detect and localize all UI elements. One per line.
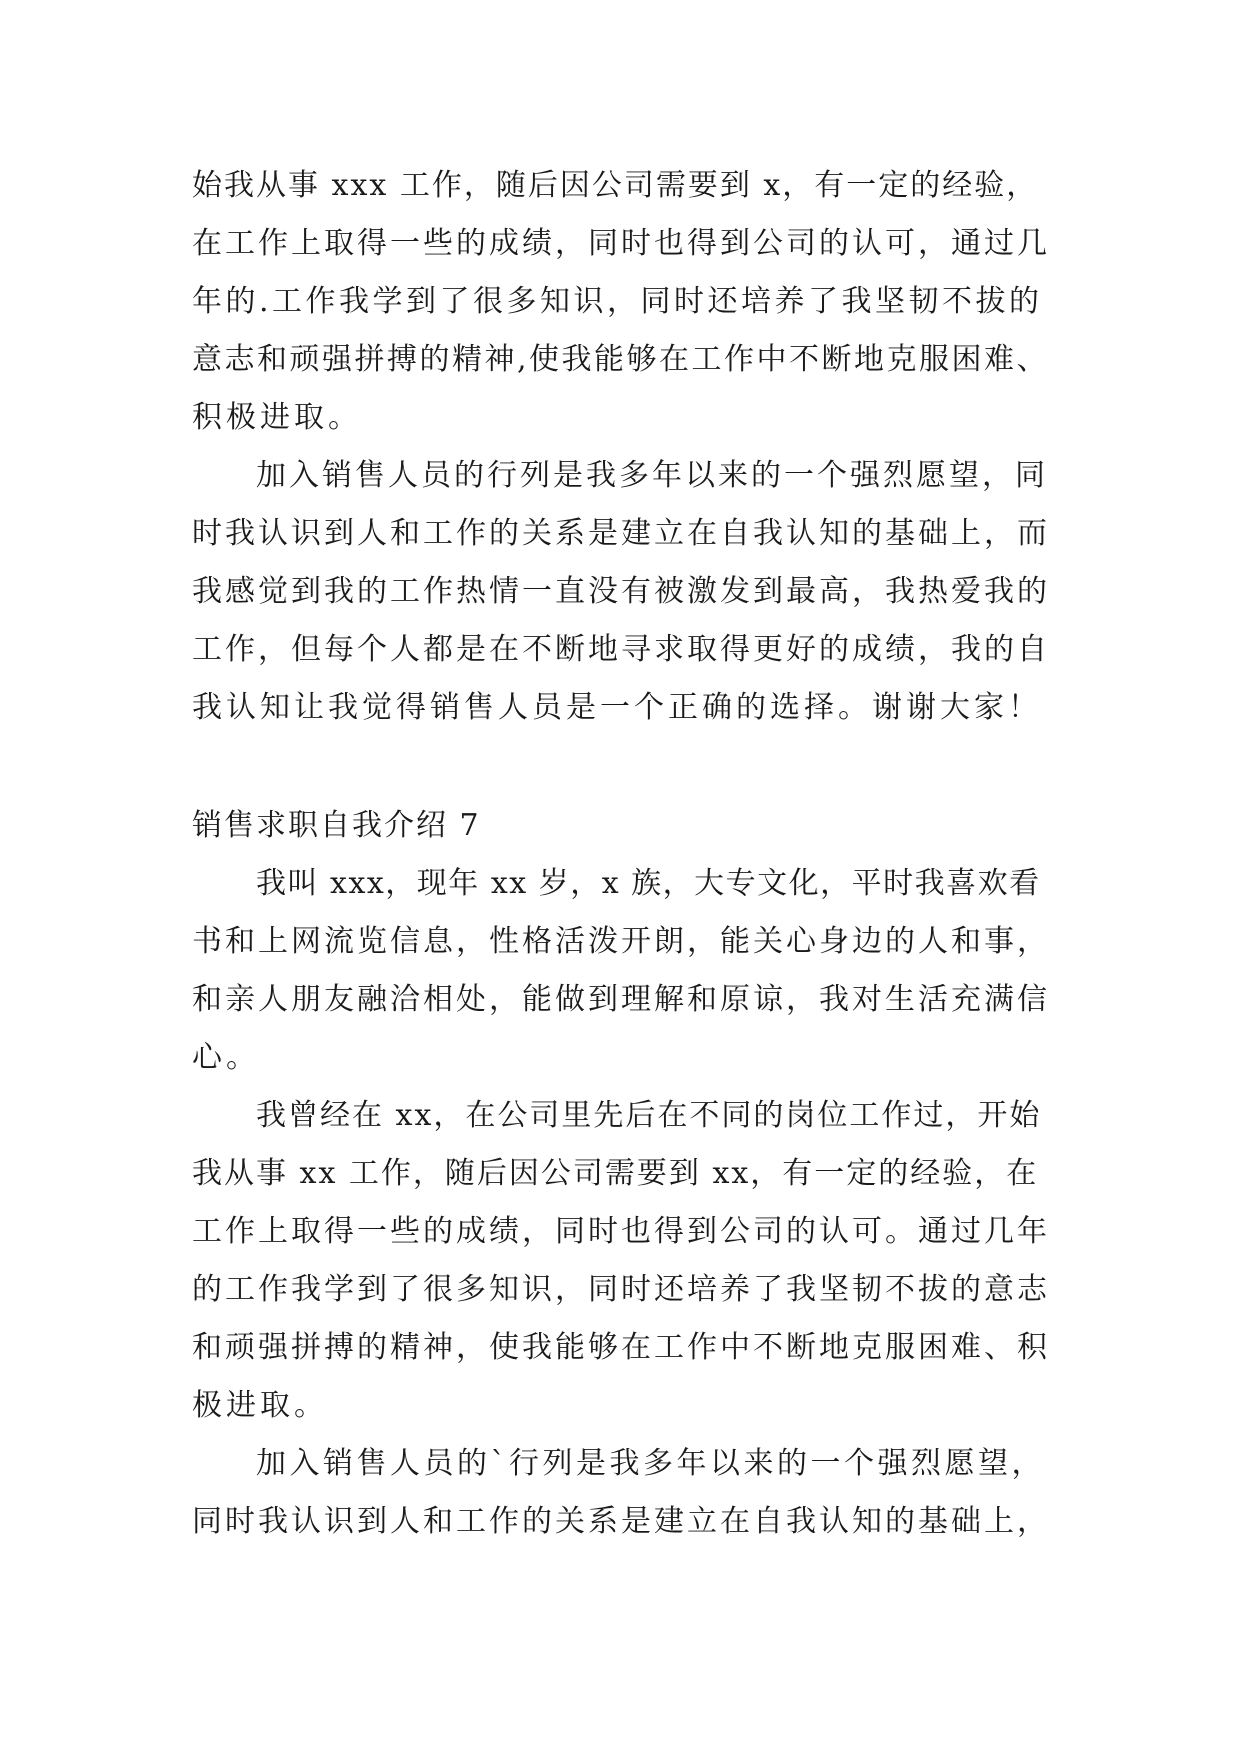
text-line: 积极进取。 — [192, 400, 362, 435]
text-line: 工作上取得一些的成绩，同时也得到公司的认可。通过几年 — [192, 1214, 1050, 1249]
text-line: 的工作我学到了很多知识，同时还培养了我坚韧不拔的意志 — [192, 1272, 1050, 1307]
text-line: 和顽强拼搏的精神，使我能够在工作中不断地克服困难、积 — [192, 1330, 1050, 1365]
text-line: 工作，但每个人都是在不断地寻求取得更好的成绩，我的自 — [192, 632, 1050, 667]
text-line: 书和上网流览信息，性格活泼开朗，能关心身边的人和事， — [192, 924, 1050, 959]
text-line: 我认知让我觉得销售人员是一个正确的选择。谢谢大家！ — [192, 690, 1042, 725]
text-line: 我曾经在 xx，在公司里先后在不同的岗位工作过，开始 — [256, 1098, 1042, 1133]
text-line: 始我从事 xxx 工作，随后因公司需要到 x，有一定的经验， — [192, 168, 1039, 203]
text-line: 和亲人朋友融洽相处，能做到理解和原谅，我对生活充满信 — [192, 982, 1050, 1017]
text-line: 我叫 xxx，现年 xx 岁，x 族，大专文化，平时我喜欢看 — [256, 866, 1041, 901]
text-line: 加入销售人员的`行列是我多年以来的一个强烈愿望， — [256, 1446, 1045, 1481]
text-line: 我从事 xx 工作，随后因公司需要到 xx，有一定的经验，在 — [192, 1156, 1039, 1191]
text-line: 心。 — [192, 1040, 260, 1075]
text-line: 年的.工作我学到了很多知识，同时还培养了我坚韧不拔的 — [192, 284, 1043, 319]
section-heading: 销售求职自我介绍 7 — [192, 808, 481, 843]
text-line: 极进取。 — [192, 1388, 328, 1423]
text-line: 时我认识到人和工作的关系是建立在自我认知的基础上，而 — [192, 516, 1050, 551]
text-line: 我感觉到我的工作热情一直没有被激发到最高，我热爱我的 — [192, 574, 1050, 609]
text-line: 同时我认识到人和工作的关系是建立在自我认知的基础上， — [192, 1504, 1050, 1539]
text-line: 在工作上取得一些的成绩，同时也得到公司的认可，通过几 — [192, 226, 1050, 261]
text-line: 意志和顽强拼搏的精神,使我能够在工作中不断地克服困难、 — [192, 342, 1050, 377]
text-line: 加入销售人员的行列是我多年以来的一个强烈愿望，同 — [256, 458, 1048, 493]
